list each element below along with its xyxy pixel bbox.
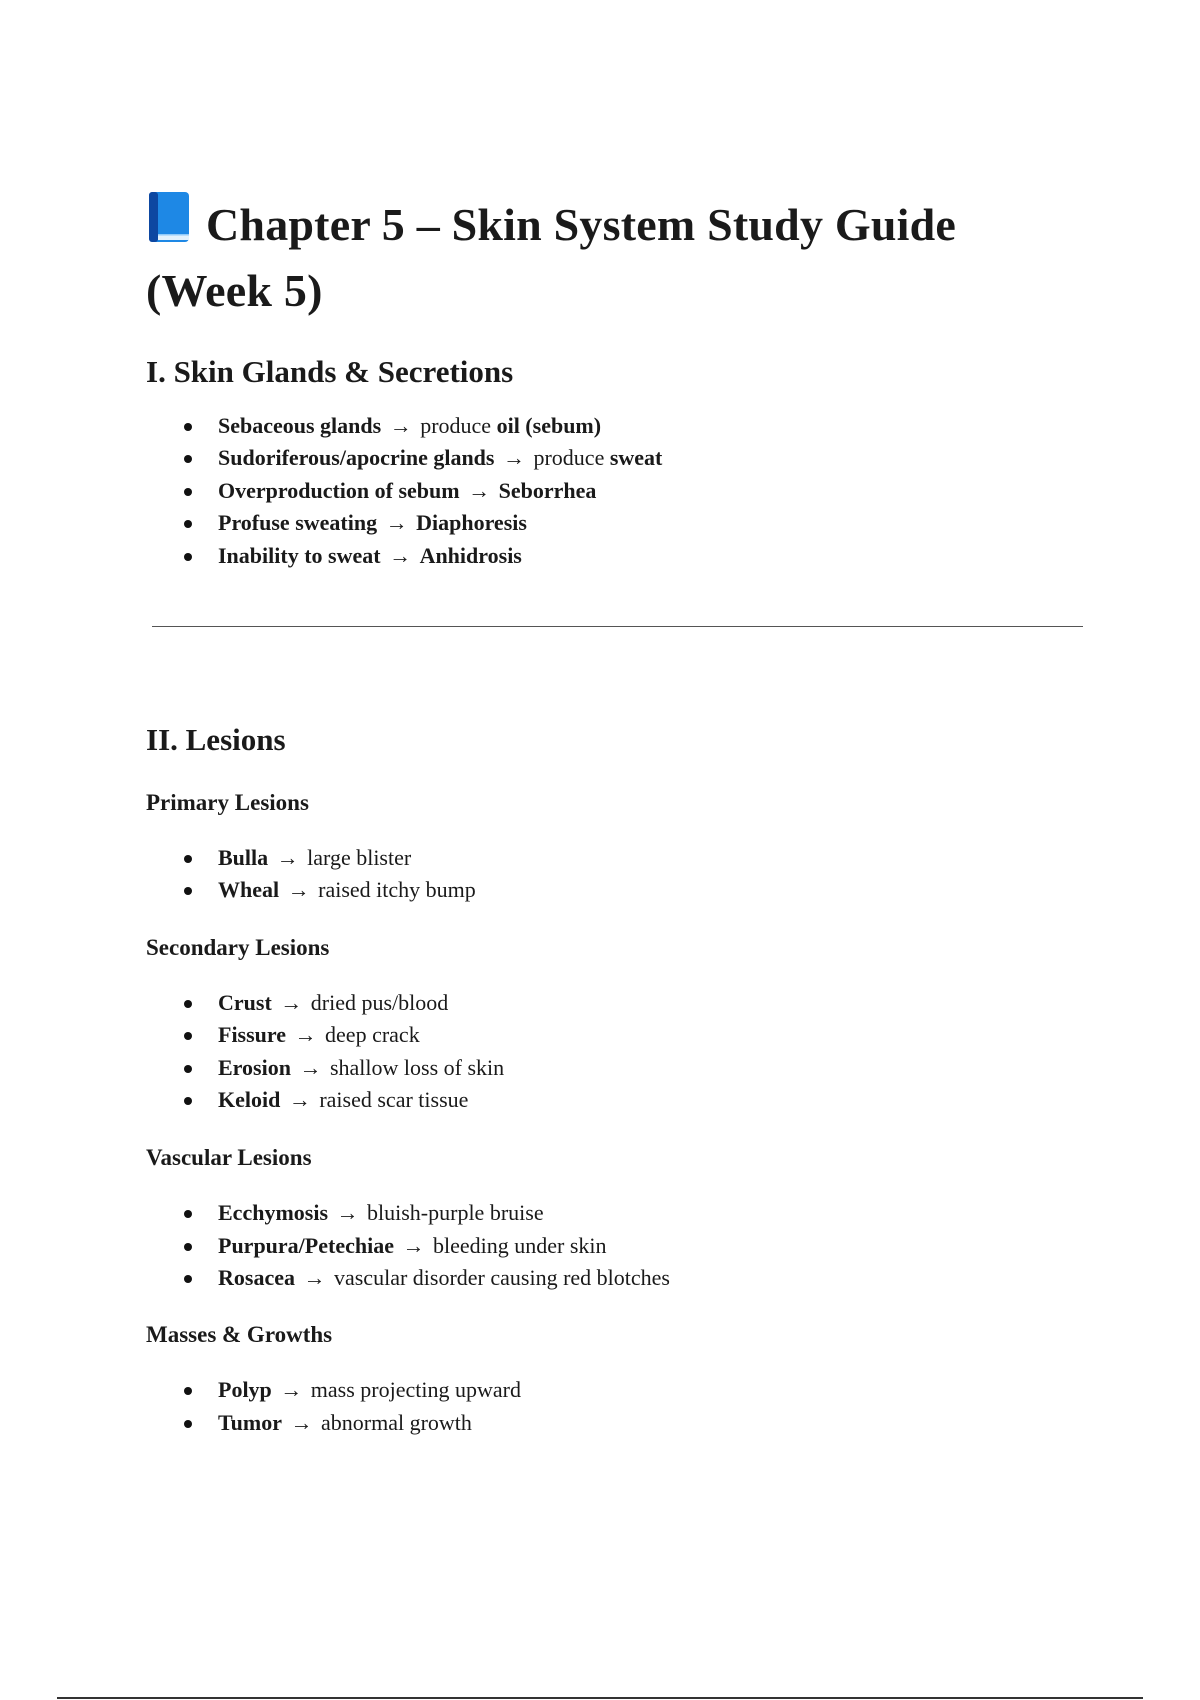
- bullet-icon: [184, 1032, 192, 1040]
- item-description: produce: [420, 413, 492, 438]
- bullet-icon: [184, 1387, 192, 1395]
- item-description: bluish-purple bruise: [367, 1200, 544, 1226]
- item-description: large blister: [307, 844, 412, 870]
- bullet-icon: [184, 1243, 192, 1251]
- arrow-icon: →: [402, 1232, 425, 1258]
- item-description: produce: [533, 445, 605, 471]
- list-item: [146, 1052, 1086, 1084]
- item-description-bold: oil (sebum): [496, 413, 602, 438]
- item-description: bleeding under skin: [432, 1232, 607, 1258]
- section-divider: [152, 626, 1083, 627]
- page-bottom-rule: [57, 1697, 1143, 1699]
- item-term: Ecchymosis: [218, 1200, 328, 1226]
- bullet-icon: [184, 520, 192, 528]
- list-item: [146, 1019, 1086, 1051]
- item-term: Fissure: [218, 1022, 287, 1048]
- list-item: [146, 1374, 1086, 1406]
- arrow-icon: →: [280, 989, 303, 1015]
- list-item: [146, 442, 1086, 474]
- document-page: [146, 190, 1086, 1439]
- arrow-icon: →: [287, 877, 310, 903]
- item-description: raised scar tissue: [319, 1086, 469, 1112]
- secondary-lesions-title: Secondary Lesions: [146, 934, 330, 960]
- bullet-icon: [184, 1097, 192, 1105]
- bullet-icon: [184, 553, 192, 561]
- bullet-icon: [184, 455, 192, 463]
- section-lesions-title: II. Lesions: [146, 721, 286, 757]
- item-term: Bulla: [218, 844, 269, 870]
- item-description: raised itchy bump: [318, 877, 476, 903]
- item-term: Sudoriferous/apocrine glands: [218, 445, 495, 471]
- primary-lesions-list: [146, 842, 1086, 907]
- item-description: shallow loss of skin: [329, 1054, 505, 1080]
- item-term: Crust: [218, 989, 272, 1015]
- arrow-icon: →: [502, 445, 525, 471]
- blue-book-icon: [146, 190, 192, 260]
- arrow-icon: →: [468, 477, 491, 503]
- list-item: [146, 410, 1086, 442]
- arrow-icon: →: [385, 510, 408, 536]
- list-item: [146, 874, 1086, 906]
- bullet-icon: [184, 1000, 192, 1008]
- list-item: [146, 1197, 1086, 1229]
- bullet-icon: [184, 1210, 192, 1218]
- bullet-icon: [184, 887, 192, 895]
- item-description-bold: sweat: [609, 445, 663, 471]
- vascular-lesions-title: Vascular Lesions: [146, 1145, 312, 1171]
- document-title: [146, 190, 1086, 322]
- list-item: [146, 1407, 1086, 1439]
- item-description: abnormal growth: [320, 1409, 472, 1435]
- glands-list: [146, 410, 1086, 572]
- primary-lesions-title: Primary Lesions: [146, 789, 309, 815]
- masses-growths-list: [146, 1374, 1086, 1439]
- list-item: [146, 475, 1086, 507]
- item-term: Profuse sweating: [218, 510, 378, 536]
- item-term: Purpura/Petechiae: [218, 1232, 394, 1258]
- bullet-icon: [184, 488, 192, 496]
- vascular-lesions-list: [146, 1197, 1086, 1294]
- arrow-icon: →: [299, 1054, 322, 1080]
- item-description: vascular disorder causing red blotches: [333, 1265, 670, 1291]
- arrow-icon: →: [336, 1200, 359, 1226]
- item-term: Keloid: [218, 1086, 281, 1112]
- item-description: deep crack: [325, 1022, 420, 1048]
- item-term: Inability to sweat: [218, 542, 381, 568]
- list-item: [146, 1262, 1086, 1294]
- arrow-icon: →: [294, 1022, 317, 1048]
- list-item: [146, 1230, 1086, 1262]
- item-description-bold: Anhidrosis: [419, 542, 522, 568]
- arrow-icon: →: [389, 542, 412, 568]
- item-description: mass projecting upward: [310, 1377, 521, 1403]
- bullet-icon: [184, 1420, 192, 1428]
- item-term: Overproduction of sebum: [218, 477, 460, 503]
- item-term: Wheal: [218, 877, 280, 903]
- arrow-icon: →: [389, 413, 412, 438]
- bullet-icon: [184, 1275, 192, 1283]
- list-item: [146, 987, 1086, 1019]
- item-description: dried pus/blood: [310, 989, 449, 1015]
- arrow-icon: →: [290, 1409, 313, 1435]
- item-term: Erosion: [218, 1054, 291, 1080]
- section-glands-title: I. Skin Glands & Secretions: [146, 354, 514, 389]
- masses-growths-title: Masses & Growths: [146, 1322, 333, 1348]
- item-description-bold: Seborrhea: [498, 477, 597, 503]
- arrow-icon: →: [288, 1086, 311, 1112]
- arrow-icon: →: [276, 844, 299, 870]
- list-item: [146, 540, 1086, 572]
- list-item: [146, 507, 1086, 539]
- bullet-icon: [184, 423, 192, 431]
- list-item: [146, 1084, 1086, 1116]
- arrow-icon: →: [303, 1265, 326, 1291]
- title-line-1: Chapter 5 – Skin System Study Guide: [206, 199, 956, 250]
- item-term: Polyp: [218, 1377, 272, 1403]
- item-term: Tumor: [218, 1409, 282, 1435]
- item-term: Sebaceous glands: [218, 413, 382, 438]
- title-line-2: (Week 5): [146, 265, 323, 316]
- secondary-lesions-list: [146, 987, 1086, 1117]
- list-item: [146, 842, 1086, 874]
- bullet-icon: [184, 855, 192, 863]
- arrow-icon: →: [280, 1377, 303, 1403]
- bullet-icon: [184, 1065, 192, 1073]
- item-term: Rosacea: [218, 1265, 295, 1291]
- item-description-bold: Diaphoresis: [416, 510, 527, 536]
